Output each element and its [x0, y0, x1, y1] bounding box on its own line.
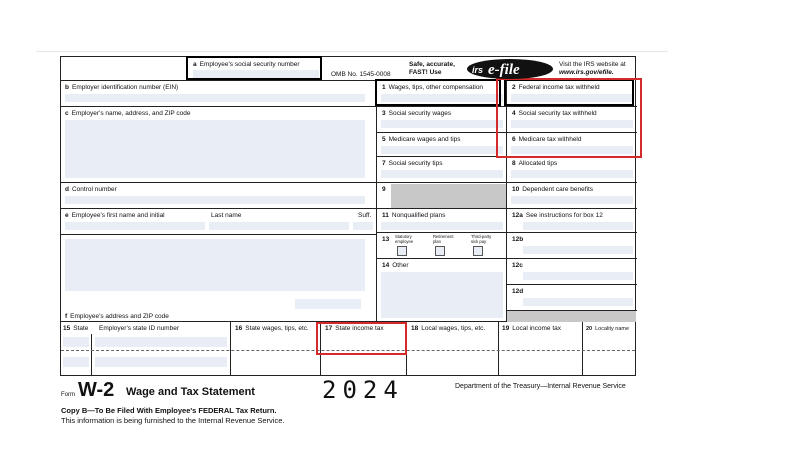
box-3-input[interactable]: [381, 120, 503, 128]
box-17-label: 17 State income tax: [325, 325, 384, 332]
tax-year: 2024: [322, 376, 404, 404]
box-1-highlight: [375, 79, 501, 106]
box-8-label: 8 Allocated tips: [512, 160, 558, 167]
box-12a-label: 12a See instructions for box 12: [512, 212, 603, 219]
box-3-label: 3 Social security wages: [382, 110, 452, 117]
box-15-divider: [91, 334, 92, 375]
efile-logo-text: e-file: [488, 62, 520, 78]
state-input-1[interactable]: [63, 337, 89, 347]
state-input-2[interactable]: [63, 357, 89, 367]
box-9-label: 9: [382, 186, 386, 193]
box-5-input[interactable]: [381, 146, 503, 154]
box-15-label: 15 State: [63, 325, 89, 332]
third-party-sick-pay-checkbox[interactable]: [473, 246, 483, 256]
box-12d-input[interactable]: [523, 298, 633, 306]
copy-b-text: Copy B—To Be Filed With Employee's FEDERAL Tax Return.: [61, 406, 277, 415]
box-19-label: 19 Local income tax: [502, 325, 562, 332]
box-13-thirdparty-label: Third-party sick pay: [471, 234, 492, 244]
box-e-suff-label: Suff.: [358, 212, 372, 219]
form-title: Wage and Tax Statement: [126, 386, 255, 398]
statutory-employee-checkbox[interactable]: [397, 246, 407, 256]
irs-logo-text: irs: [472, 65, 484, 75]
box-14-input[interactable]: [381, 272, 503, 318]
box-12c-label: 12c: [512, 262, 523, 269]
omb-number: OMB No. 1545-0008: [331, 71, 391, 78]
box-18-label: 18 Local wages, tips, etc.: [411, 325, 486, 332]
safe-accurate-text: Safe, accurate,: [409, 61, 455, 68]
irs-efile-logo: [466, 58, 554, 80]
box-11-input[interactable]: [381, 222, 503, 230]
box-13-statutory-label: Statutory employee: [395, 234, 414, 244]
box-11-label: 11 Nonqualified plans: [382, 212, 446, 219]
box-14-label: 14 Other: [382, 262, 409, 269]
fast-use-text: FAST! Use: [409, 69, 442, 76]
box-c-label: c Employer's name, address, and ZIP code: [65, 110, 191, 117]
box-15-id-label: Employer's state ID number: [99, 325, 179, 332]
box-4-label: 4 Social security tax withheld: [512, 110, 597, 117]
page-top-rule: [36, 51, 668, 52]
retirement-plan-checkbox[interactable]: [435, 246, 445, 256]
box-e-label: e Employee's first name and initial: [65, 212, 165, 219]
box-d-label: d Control number: [65, 186, 117, 193]
box-7-label: 7 Social security tips: [382, 160, 443, 167]
box-12b-input[interactable]: [523, 246, 633, 254]
box-d-input[interactable]: [65, 196, 365, 204]
form-name: W-2: [78, 379, 115, 401]
red-highlight-box-17: [316, 322, 407, 355]
dept-treasury: Department of the Treasury—Internal Revenue Service: [455, 383, 626, 390]
box-12b-label: 12b: [512, 236, 524, 243]
box-f: [61, 209, 377, 322]
state-id-input-1[interactable]: [95, 337, 227, 347]
box-c-input[interactable]: [65, 120, 365, 178]
box-2-label: 2 Federal income tax withheld: [512, 84, 600, 91]
state-id-input-2[interactable]: [95, 357, 227, 367]
box-6-label: 6 Medicare tax withheld: [512, 136, 582, 143]
box-16-label: 16 State wages, tips, etc.: [235, 325, 309, 332]
box-13-retirement-label: Retirement plan: [433, 234, 454, 244]
box-f-label: f Employee's address and ZIP code: [65, 313, 169, 320]
box-10-input[interactable]: [511, 196, 633, 204]
box-5-label: 5 Medicare wages and tips: [382, 136, 461, 143]
box-a-highlight: [186, 56, 322, 80]
visit-irs-text: Visit the IRS website at: [559, 61, 626, 68]
form-word: Form: [61, 392, 75, 398]
box-20-label: 20 Locality name: [586, 326, 630, 332]
box-13-label: 13: [382, 236, 390, 243]
box-12d-label: 12d: [512, 288, 524, 295]
box-1-label: 1 Wages, tips, other compensation: [382, 84, 484, 91]
box-12-shaded: [507, 311, 636, 322]
box-8-input[interactable]: [511, 170, 633, 178]
box-10-label: 10 Dependent care benefits: [512, 186, 594, 193]
box-9-shaded: [391, 184, 506, 208]
box-12a-input[interactable]: [523, 222, 633, 230]
box-12c-input[interactable]: [523, 272, 633, 280]
box-7-input[interactable]: [381, 170, 503, 178]
info-text: This information is being furnished to the Internal Revenue Service.: [61, 416, 285, 425]
box-a-label: a Employee's social security number: [193, 61, 300, 68]
red-highlight-boxes-2-6: [496, 78, 642, 158]
box-e-last-label: Last name: [211, 212, 242, 219]
irs-url-link[interactable]: www.irs.gov/efile.: [559, 69, 614, 76]
box-b-label: b Employer identification number (EIN): [65, 84, 179, 91]
box-b-input[interactable]: [65, 94, 365, 102]
